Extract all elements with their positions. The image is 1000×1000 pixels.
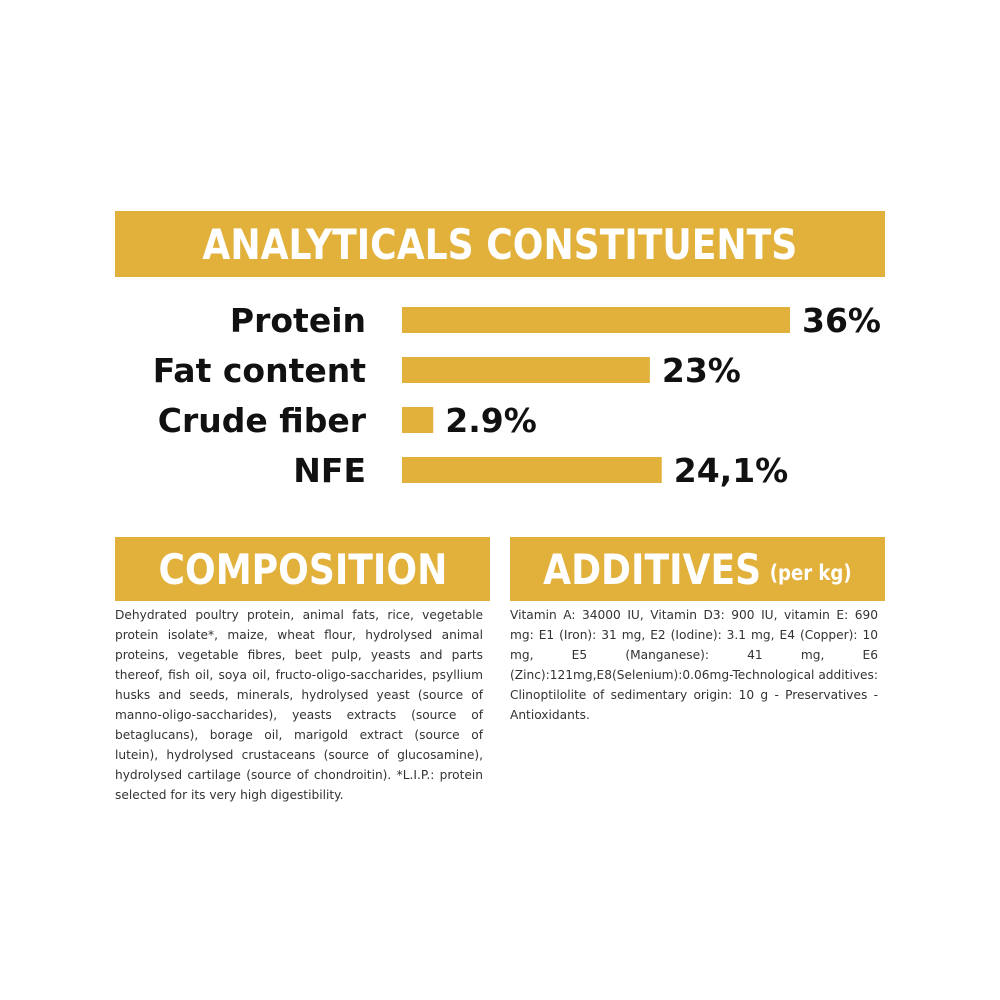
composition-heading-text: COMPOSITION — [158, 544, 447, 594]
category-label-fat-content: Fat content — [152, 351, 366, 390]
analytics-heading-text: ANALYTICALS CONSTITUENTS — [202, 219, 798, 269]
value-label-nfe: 24,1% — [673, 451, 789, 490]
additives-heading-unit: (per kg) — [769, 560, 852, 585]
category-label-nfe: NFE — [293, 451, 366, 490]
category-label-crude-fiber: Crude fiber — [157, 401, 366, 440]
additives-heading-text: ADDITIVES — [543, 544, 762, 594]
bar-fat-content — [402, 357, 650, 383]
bar-protein — [402, 307, 790, 333]
additives-heading — [510, 537, 885, 601]
value-label-fat-content: 23% — [661, 351, 741, 390]
bar-crude-fiber — [402, 407, 433, 433]
bar-nfe — [402, 457, 662, 483]
composition-text: Dehydrated poultry protein, animal fats, rice, vegetable protein isolate*, maize, wheat flour, hydrolysed animal proteins, vegetable fibres, beet pulp, yeasts and parts thereof, fish oil, soya oil, fructo-oligo-saccharides, psyllium husks and seeds, minerals, hydrolysed yeast (source of manno-oligo-saccharides), yeasts extracts (source of betaglucans), borage oil, marigold extract (source of lutein), hydrolysed crustaceans (source of glucosamine), hydrolysed cartilage (source of chondroitin). *L.I.P.: protein selected for its very high digestibility. — [115, 608, 483, 802]
value-label-protein: 36% — [802, 301, 881, 340]
category-label-protein: Protein — [229, 301, 366, 340]
value-label-crude-fiber: 2.9% — [445, 401, 537, 440]
additives-text: Vitamin A: 34000 IU, Vitamin D3: 900 IU, vitamin E: 690 mg: E1 (Iron): 31 mg, E2 (Iodine): 3.1 mg, E4 (Copper): 10 mg, E5 (Manganese): 41 mg, E6 (Zinc):121mg,E8(Selenium):0.06mg-Technological additives: Clinoptilolite of sedimentary origin: 10 g - Preservatives - Antioxidants. — [510, 608, 878, 722]
composition-heading — [115, 537, 490, 601]
